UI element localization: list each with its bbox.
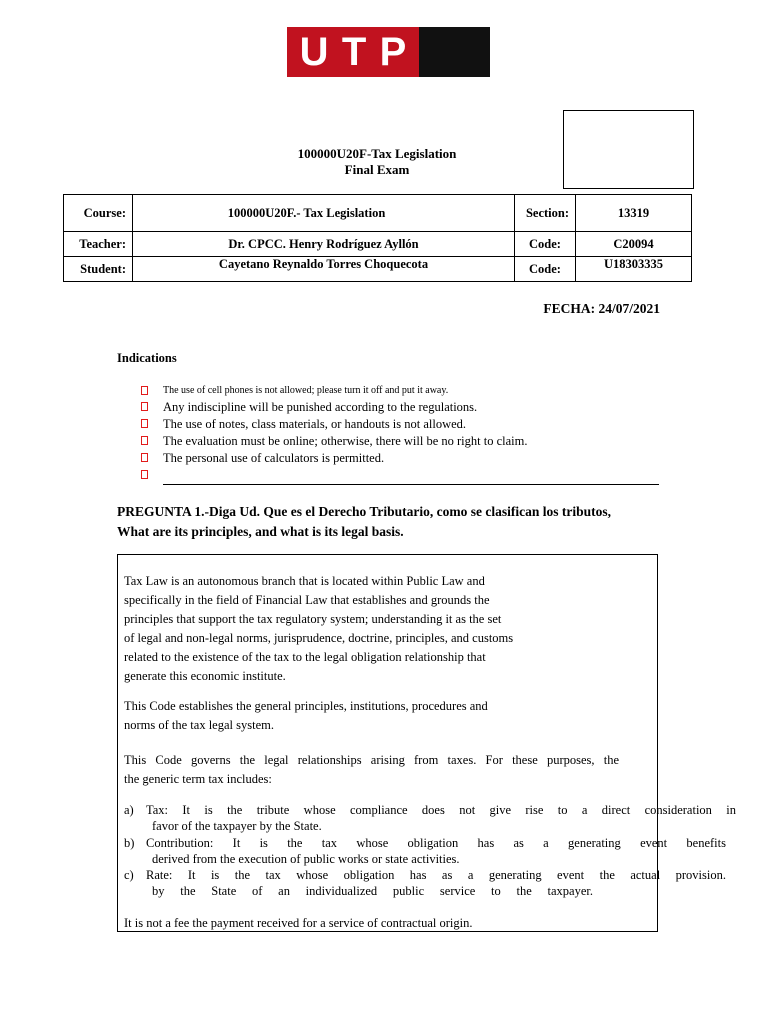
answer-line: of legal and non-legal norms, jurisprudence, doctrine, principles, and customs xyxy=(124,631,514,645)
logo-letter-u: U xyxy=(299,30,329,74)
answer-item-a xyxy=(124,802,736,834)
course-value: 100000U20F.- Tax Legislation xyxy=(133,195,515,232)
course-title: 100000U20F-Tax Legislation xyxy=(297,146,457,161)
answer-paragraph-3 xyxy=(124,751,619,789)
indication-item-empty xyxy=(141,467,661,482)
item-text: Tax: It is the tribute whose compliance does not give rise to a direct consideration in xyxy=(146,803,736,817)
teacher-code-value: C20094 xyxy=(576,232,692,257)
answer-line: related to the existence of the tax to the legal obligation relationship that xyxy=(124,650,486,664)
logo-letter-t: T xyxy=(341,30,367,74)
answer-line: the generic term tax includes: xyxy=(124,772,272,786)
checkbox-bullet-icon xyxy=(141,419,148,428)
item-continuation: derived from the execution of public works or state activities. xyxy=(152,852,460,866)
checkbox-bullet-icon xyxy=(141,436,148,445)
checkbox-bullet-icon xyxy=(141,386,148,395)
indications-list xyxy=(141,383,661,482)
indication-item xyxy=(141,399,661,416)
answer-line: generate this economic institute. xyxy=(124,669,286,683)
answer-paragraph-1 xyxy=(124,572,513,686)
indication-text: Any indiscipline will be punished according to the regulations. xyxy=(163,400,478,414)
exam-type: Final Exam xyxy=(344,162,410,177)
teacher-row xyxy=(64,232,692,257)
item-continuation: favor of the taxpayer by the State. xyxy=(152,819,322,833)
indication-item xyxy=(141,416,661,433)
divider-line xyxy=(163,484,659,485)
item-label: c) xyxy=(124,868,134,882)
teacher-label: Teacher: xyxy=(64,232,133,257)
section-label: Section: xyxy=(515,195,576,232)
indication-text: The use of notes, class materials, or handouts is not allowed. xyxy=(163,417,467,431)
student-code-value: U18303335 xyxy=(576,257,692,282)
student-label: Student: xyxy=(64,257,133,282)
answer-paragraph-2 xyxy=(124,697,488,735)
item-text: Contribution: It is the tax whose obligation has as a generating event benefits xyxy=(146,836,726,850)
item-text: Rate: It is the tax whose obligation has as a generating event the actual provision. xyxy=(146,868,726,882)
answer-line: This Code establishes the general principles, institutions, procedures and xyxy=(124,699,488,713)
student-value: Cayetano Reynaldo Torres Choquecota xyxy=(133,257,515,282)
checkbox-bullet-icon xyxy=(141,402,148,411)
item-label: b) xyxy=(124,836,135,850)
item-line xyxy=(124,867,726,883)
indication-text: The use of cell phones is not allowed; please turn it off and put it away. xyxy=(163,385,449,396)
indication-item xyxy=(141,433,661,450)
question-line-1: PREGUNTA 1.-Diga Ud. Que es el Derecho Tributario, como se clasifican los tributos, xyxy=(117,504,611,519)
indication-text: The personal use of calculators is permitted. xyxy=(163,451,385,465)
checkbox-bullet-icon xyxy=(141,453,148,462)
item-continuation: by the State of an individualized public service to the taxpayer. xyxy=(152,884,593,898)
item-line xyxy=(124,802,736,818)
answer-item-b xyxy=(124,835,726,867)
teacher-value: Dr. CPCC. Henry Rodríguez Ayllón xyxy=(133,232,515,257)
answer-line: norms of the tax legal system. xyxy=(124,718,274,732)
indications-title: Indications xyxy=(117,351,177,365)
exam-date: FECHA: 24/07/2021 xyxy=(543,301,660,316)
indication-text: The evaluation must be online; otherwise, there will be no right to claim. xyxy=(163,434,528,448)
student-code-label: Code: xyxy=(515,257,576,282)
section-value: 13319 xyxy=(576,195,692,232)
item-line xyxy=(124,835,726,851)
student-row xyxy=(64,257,692,282)
logo-letter-p: P xyxy=(379,30,407,74)
answer-line: This Code governs the legal relationships arising from taxes. For these purposes, the xyxy=(124,753,619,767)
item-label: a) xyxy=(124,803,134,817)
teacher-code-label: Code: xyxy=(515,232,576,257)
answer-line: specifically in the field of Financial Law that establishes and grounds the xyxy=(124,593,490,607)
indication-item xyxy=(141,450,661,467)
question-line-2: What are its principles, and what is its legal basis. xyxy=(117,524,404,539)
answer-closing: It is not a fee the payment received for a service of contractual origin. xyxy=(124,916,473,930)
answer-line: Tax Law is an autonomous branch that is located within Public Law and xyxy=(124,574,485,588)
checkbox-bullet-icon xyxy=(141,470,148,479)
course-row xyxy=(64,195,692,232)
indication-item xyxy=(141,383,661,399)
answer-item-c xyxy=(124,867,726,899)
question-1 xyxy=(117,502,697,542)
student-info-table xyxy=(63,194,692,282)
course-label: Course: xyxy=(64,195,133,232)
utp-logo-letters xyxy=(287,27,419,77)
answer-line: principles that support the tax regulatory system; understanding it as the set xyxy=(124,612,502,626)
utp-logo xyxy=(287,27,490,77)
